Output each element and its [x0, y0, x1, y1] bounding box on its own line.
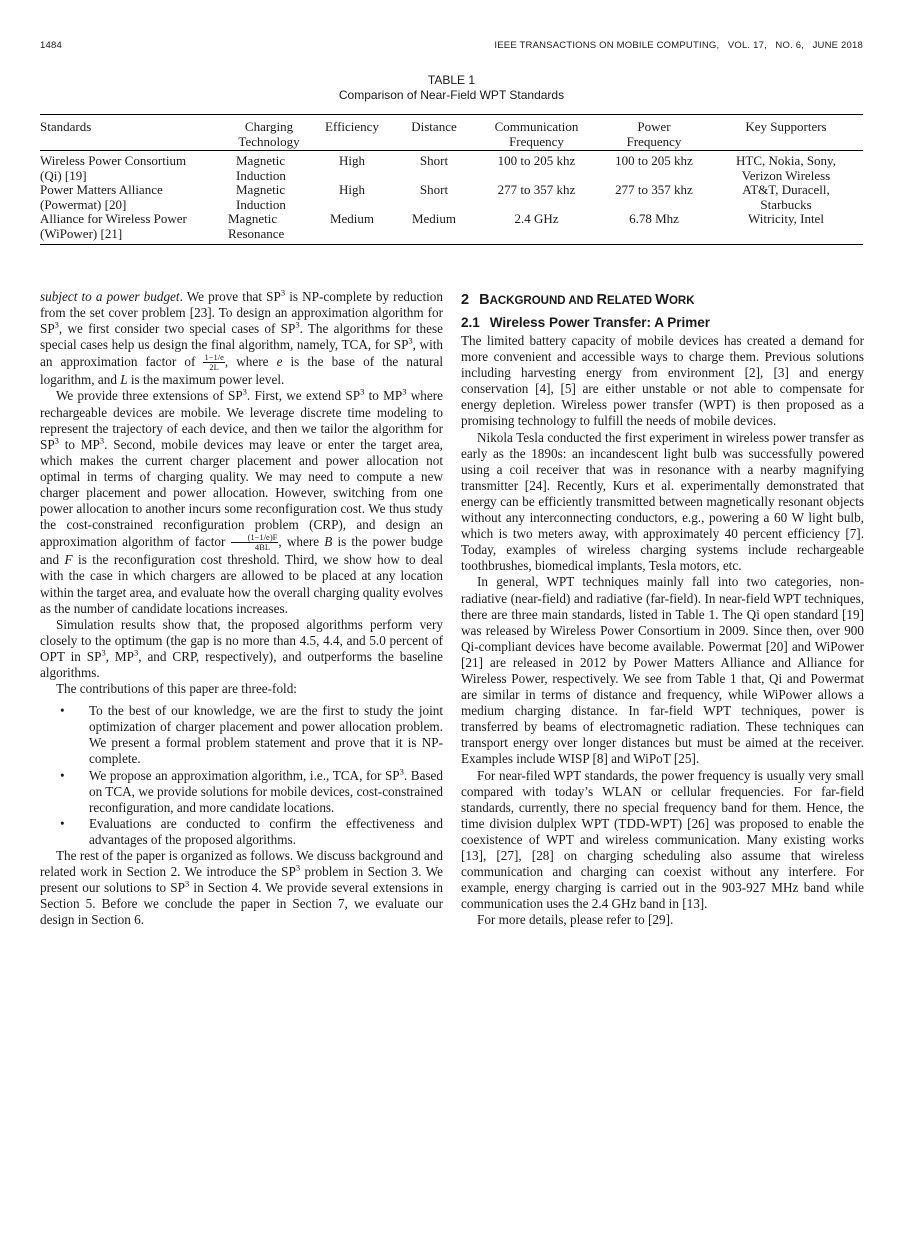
- paragraph: The contributions of this paper are three-fold:: [56, 681, 297, 697]
- cell-distance: Short: [419, 182, 449, 197]
- cell-efficiency: High: [339, 153, 365, 168]
- wpt-standards-table: [40, 114, 863, 245]
- subsection-heading: 2.1 Wireless Power Transfer: A Primer: [461, 315, 710, 330]
- cell-efficiency: Medium: [329, 211, 375, 226]
- paragraph: Simulation results show that, the proposed algorithms perform very closely to the optimum (the gap is no more than 4.5, 4.4, and 5.0 percent of OPT in $SP^3$, $MP^3$, and CRP, respectively), and outperforms the baseline algorithms.: [40, 616, 443, 680]
- header-power-frequency: Power Frequency: [626, 119, 682, 149]
- paragraph: The limited battery capacity of mobile devices has created a demand for more convenient and accessible ways to charge them. Previous solutions including harvesting energy from environment [2], [3] and energy conservation [4], [5] are either unstable or not able to compensate for energy depletion. Wireless power transfer (WPT) is then proposed as a promising technology to fulfill the needs of mobile devices.: [461, 333, 864, 429]
- journal-info: IEEE TRANSACTIONS ON MOBILE COMPUTING, VOL. 17, NO. 6, JUNE 2018: [494, 40, 863, 51]
- bullet-icon: •: [60, 767, 65, 783]
- cell-distance: Medium: [411, 211, 457, 226]
- cell-supporters: Witricity, Intel: [748, 211, 824, 226]
- cell-supporters: AT&T, Duracell, Starbucks: [742, 182, 830, 212]
- right-column: [461, 289, 864, 928]
- page-number: 1484: [40, 40, 62, 51]
- section-heading: 2 BACKGROUND AND RELATED WORK: [461, 292, 695, 308]
- cell-distance: Short: [419, 153, 449, 168]
- fraction: $\frac{(1-1/e)F}{4BL}$: [231, 533, 279, 552]
- table-row: [40, 151, 863, 184]
- bullet-icon: •: [60, 815, 65, 831]
- cell-standard: Wireless Power Consortium (Qi) [19]: [40, 153, 187, 183]
- header-standards: Standards: [40, 119, 92, 134]
- cell-comm-freq: 100 to 205 khz: [497, 153, 576, 168]
- list-item: • We propose an approximation algorithm, i.e., TCA, for $SP^3$. Based on TCA, we provide solutions for mobile devices, cost-constrained reconfiguration, and more candidate locations.: [60, 766, 444, 815]
- paragraph: Nikola Tesla conducted the first experiment in wireless power transfer as early as the 1890s: an incandescent light bulb was successfully powered using a coil receiver that was in resonance with a nearby magnifying transmitter [24]. Recently, Kurs et al. experimentally demonstrated that energy can be efficiently transmitted between magnetically resonant objects without any interconnecting conductors, e.g., powering a 60 W light bulb, which is two meters away, with approximately 40 percent efficiency [7]. Today, examples of wireless charging systems include rechargeable toothbrushes, biomedical implants, Tesla motors, etc.: [461, 429, 864, 574]
- paragraph: For near-filed WPT standards, the power frequency is usually very small compared with today’s WLAN or cellular frequencies. For far-field standards, currently, there no special frequency band for them. Hence, the time division dulplex WPT (TDD-WPT) [26] was proposed to enable the coexistence of WPT and wireless communication. Many existing works [13], [27], [28] on charging scheduling also assume that wireless communication and charging can coexist without any interfere. For example, energy charging is carried out in the 903-927 MHz band while communication uses the 2.4 GHz band in [13].: [461, 767, 864, 912]
- cell-technology: Magnetic Induction: [236, 182, 286, 212]
- cell-technology: Magnetic Induction: [236, 153, 286, 183]
- cell-standard: Power Matters Alliance (Powermat) [20]: [40, 182, 163, 212]
- left-column: [40, 289, 443, 928]
- cell-power-freq: 100 to 205 khz: [615, 153, 693, 168]
- cell-supporters: HTC, Nokia, Sony, Verizon Wireless: [736, 153, 836, 183]
- table-caption-label: TABLE 1: [427, 73, 476, 87]
- cell-efficiency: High: [339, 182, 365, 197]
- paragraph: The rest of the paper is organized as follows. We discuss background and related work in Section 2. We introduce the $SP^3$ problem in Section 3. We present our solutions to $SP^3$ in Section 4. We provide several extensions in Section 5. Before we conclude the paper in Section 7, we evaluate our design in Section 6.: [40, 848, 444, 928]
- cell-comm-freq: 2.4 GHz: [514, 211, 559, 226]
- header-distance: Distance: [411, 119, 457, 134]
- paragraph: subject to a power budget. We prove that $SP^3$ is NP-complete by reduction from the set cover problem [23]. To design an approximation algorithm for $SP^3$, we first consider two special cases of $SP^3$. The algorithms for these special cases help us design the final algorithm, namely, TCA, for $SP^3$, with an approximation factor of $\frac{1-1/e}{2L}$ , where e is the base of the natural logarithm, and L is the maximum power level.: [40, 287, 443, 388]
- cell-standard: Alliance for Wireless Power (WiPower) [21]: [40, 211, 187, 241]
- paragraph: In general, WPT techniques mainly fall into two categories, non-radiative (near-field) and radiative (far-field). In near-field WPT techniques, there are three main standards, listed in Table 1. The Qi open standard [19] was released by Wireless Power Consortium in 2009. Since then, over 900 Qi-compliant devices have become available. Powermat [20] and WiPower [21] are released in 2012 by Power Matters Alliance and Alliance for Wireless Power, respectively. We see from Table 1 that, Qi and Powermat are similar in terms of distance and frequency, while WiPower allows a medium charging distance. In far-field WPT techniques, power is transferred by beams of electromagnetic radiation. These techniques can transport energy over longer distances but must be aimed at the receiver. Examples include WISP [8] and WiPoT [25].: [461, 574, 864, 767]
- bullet-icon: •: [60, 703, 65, 719]
- paragraph: We provide three extensions of $SP^3$. First, we extend $SP^3$ to $MP^3$ where rechargeable devices are mobile. We leverage discrete time modeling to represent the trajectory of each device, and then we tailor the algorithm for $SP^3$ to $MP^3$. Second, mobile devices may leave or enter the target area, which makes the current charger placement and power allocation not optimal in terms of charging quality. We may need to compute a new charger placement and power allocation. However, switching from one power allocation to another incurs some reconfiguration cost. We thus study the cost-constrained reconfiguration problem (CRP), and design an approximation algorithm of factor $\frac{(1-1/e)F}{4BL}$ , where B is the power budge and F is the reconfiguration cost threshold. Third, we show how to deal with the case in which chargers are allowed to be placed at any location within the target area, and evaluate how the overall charging quality evolves as the number of candidate locations increases.: [40, 387, 444, 616]
- header-efficiency: Efficiency: [325, 119, 379, 134]
- table-row: [40, 212, 863, 245]
- cell-power-freq: 6.78 Mhz: [629, 211, 679, 226]
- header-charging-technology: Charging Technology: [238, 119, 300, 149]
- header-communication-frequency: Communication Frequency: [494, 119, 579, 149]
- contribution-list: [40, 703, 443, 848]
- table-header-row: [40, 115, 863, 151]
- paragraph: For more details, please refer to [29].: [477, 912, 674, 928]
- table-row: [40, 183, 863, 212]
- running-header: [40, 40, 863, 54]
- cell-technology: Magnetic Resonance: [228, 211, 285, 241]
- fraction: $\frac{1-1/e}{2L}$: [204, 352, 224, 373]
- cell-comm-freq: 277 to 357 khz: [497, 182, 576, 197]
- list-item: • To the best of our knowledge, we are the first to study the joint optimization of charger placement and power allocation problem. We present a formal problem statement and prove that it is NP-complete.: [60, 703, 443, 767]
- cell-power-freq: 277 to 357 khz: [615, 182, 693, 197]
- header-key-supporters: Key Supporters: [745, 119, 827, 134]
- table-caption-title: Comparison of Near-Field WPT Standards: [338, 88, 565, 102]
- list-item: • Evaluations are conducted to confirm the effectiveness and advantages of the proposed algorithms.: [60, 815, 443, 847]
